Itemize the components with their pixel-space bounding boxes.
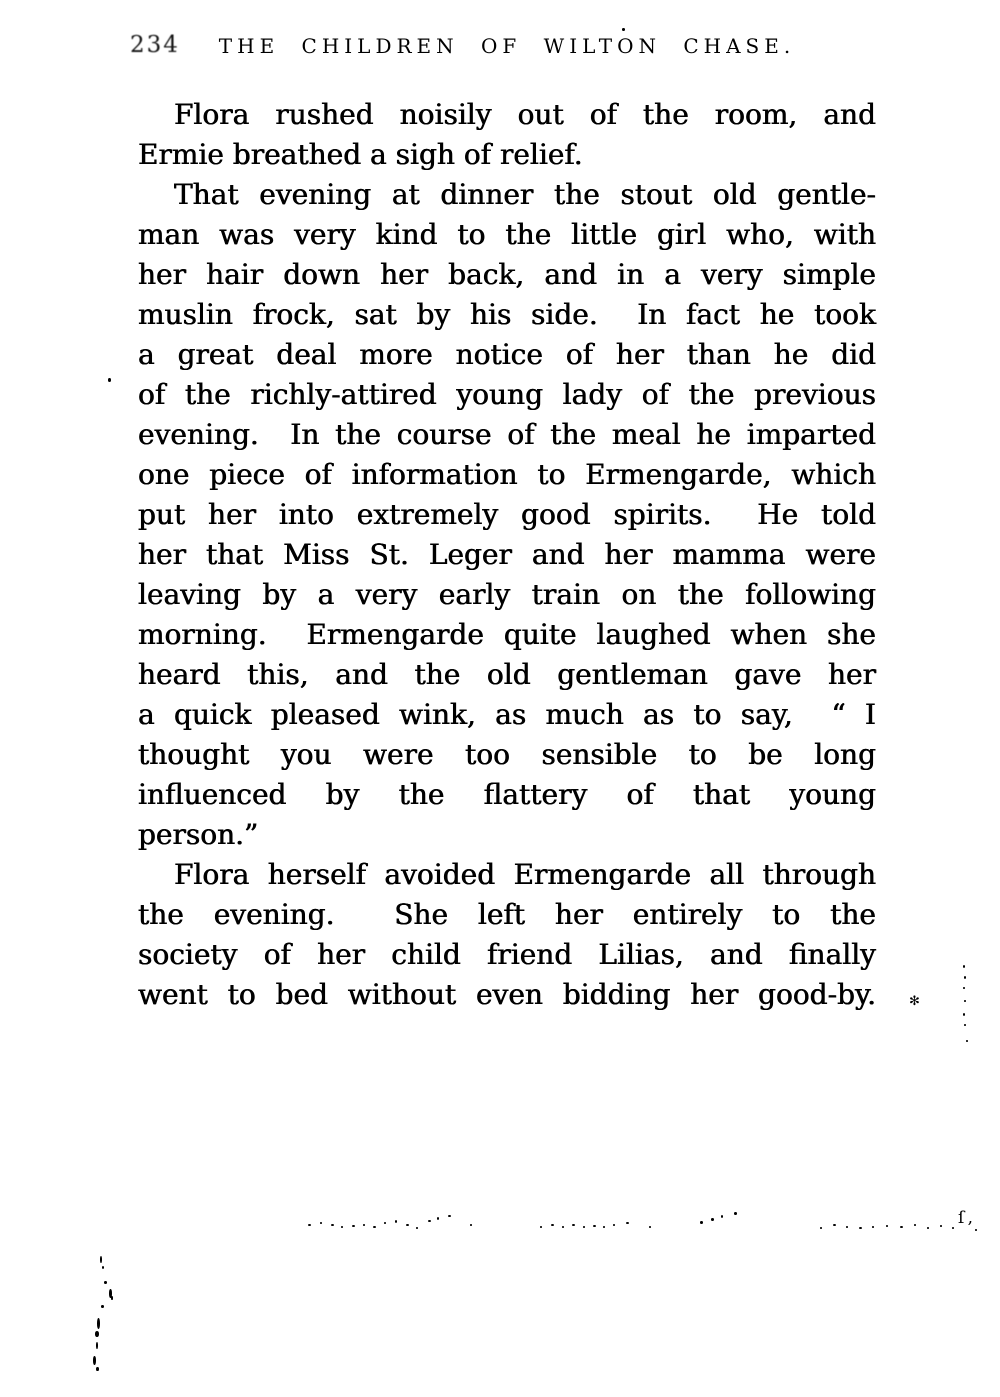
scan-speck bbox=[583, 1226, 585, 1228]
text-line: leaving by a very early train on the following bbox=[138, 578, 876, 611]
text-line: put her into extremely good spirits. He told bbox=[138, 498, 876, 531]
scan-speck bbox=[96, 1367, 99, 1371]
scan-speck bbox=[428, 1220, 431, 1222]
scan-speck bbox=[966, 1040, 968, 1042]
text-line: society of her child friend Lilias, and finally bbox=[138, 938, 876, 971]
text-line: her that Miss St. Leger and her mamma were bbox=[138, 538, 876, 571]
scan-speck bbox=[102, 1266, 104, 1269]
scan-speck bbox=[593, 1225, 596, 1227]
scan-speck bbox=[384, 1222, 386, 1224]
text-line: went to bed without even bidding her good-by. bbox=[138, 978, 876, 1011]
scan-speck bbox=[700, 1221, 703, 1224]
scan-speck bbox=[721, 1215, 723, 1218]
scan-speck bbox=[341, 1226, 343, 1228]
running-header-title: THE CHILDREN OF WILTON CHASE. bbox=[218, 34, 796, 58]
scan-speck bbox=[448, 1215, 451, 1217]
page-number: 234 bbox=[130, 32, 180, 58]
scan-speck bbox=[603, 1226, 605, 1228]
scan-speck bbox=[649, 1226, 651, 1228]
scan-speck bbox=[104, 1281, 107, 1284]
scan-speck bbox=[711, 1218, 714, 1221]
scan-mark-glyph: ✻ bbox=[909, 994, 920, 1009]
text-line: morning. Ermengarde quite laughed when she bbox=[138, 618, 876, 651]
scan-speck bbox=[846, 1226, 848, 1228]
scan-speck bbox=[886, 1225, 888, 1227]
scan-speck bbox=[562, 1226, 564, 1228]
scan-speck bbox=[940, 1225, 942, 1227]
text-line: her hair down her back, and in a very simple bbox=[138, 258, 876, 291]
scan-speck bbox=[406, 1224, 409, 1226]
scan-speck bbox=[963, 965, 965, 968]
scan-speck bbox=[963, 1013, 965, 1016]
text-line: thought you were too sensible to be long bbox=[138, 738, 876, 771]
scan-speck bbox=[964, 976, 966, 979]
scan-speck bbox=[437, 1217, 439, 1220]
scan-speck bbox=[308, 1224, 311, 1226]
scan-speck bbox=[622, 28, 625, 31]
text-line: Ermie breathed a sigh of relief. bbox=[138, 138, 583, 171]
scan-speck bbox=[363, 1224, 365, 1226]
text-line: evening. In the course of the meal he imparted bbox=[138, 418, 876, 451]
scan-speck bbox=[859, 1227, 862, 1229]
scan-speck bbox=[964, 1024, 966, 1026]
scan-speck bbox=[100, 1256, 102, 1263]
scan-speck bbox=[734, 1212, 737, 1215]
scan-speck bbox=[97, 1318, 100, 1329]
text-line: Flora rushed noisily out of the room, and bbox=[174, 98, 876, 131]
text-line: That evening at dinner the stout old gentle- bbox=[174, 178, 876, 211]
text-line: a great deal more notice of her than he did bbox=[138, 338, 876, 371]
scan-speck bbox=[975, 1229, 977, 1231]
scan-speck bbox=[331, 1224, 334, 1226]
scan-speck bbox=[626, 1222, 629, 1224]
scan-speck bbox=[96, 1342, 98, 1349]
text-line: Flora herself avoided Ermengarde all through bbox=[174, 858, 876, 891]
scan-speck bbox=[964, 1000, 966, 1002]
text-line: one piece of information to Ermengarde, which bbox=[138, 458, 876, 491]
text-line: man was very kind to the little girl who, with bbox=[138, 218, 876, 251]
scan-speck bbox=[952, 1227, 954, 1229]
scan-speck bbox=[470, 1224, 472, 1226]
scan-speck bbox=[111, 1296, 113, 1300]
text-line: muslin frock, sat by his side. In fact he took bbox=[138, 298, 876, 331]
scan-speck bbox=[373, 1226, 376, 1228]
scan-speck bbox=[833, 1224, 836, 1226]
text-line: a quick pleased wink, as much as to say, “ I bbox=[138, 698, 876, 731]
scan-speck bbox=[93, 1356, 96, 1365]
scan-speck bbox=[108, 378, 111, 382]
text-line: of the richly-attired young lady of the previous bbox=[138, 378, 876, 411]
scan-speck bbox=[540, 1226, 542, 1228]
body-text-block bbox=[138, 95, 876, 1015]
scan-speck bbox=[963, 987, 965, 989]
scan-speck bbox=[320, 1222, 322, 1224]
scan-speck bbox=[572, 1224, 575, 1226]
scan-mark-glyph: ſ , bbox=[958, 1208, 974, 1228]
scan-speck bbox=[927, 1227, 929, 1229]
scan-speck bbox=[95, 1331, 99, 1337]
scan-speck bbox=[352, 1225, 355, 1227]
scan-speck bbox=[416, 1227, 418, 1229]
scan-speck bbox=[395, 1220, 397, 1223]
scan-speck bbox=[872, 1226, 874, 1228]
scan-speck bbox=[101, 1305, 104, 1308]
scan-speck bbox=[820, 1227, 822, 1229]
scan-speck bbox=[613, 1224, 615, 1226]
scan-speck bbox=[551, 1224, 554, 1226]
text-line: influenced by the flattery of that young bbox=[138, 778, 876, 811]
text-line: person.” bbox=[138, 818, 259, 851]
text-line: heard this, and the old gentleman gave her bbox=[138, 658, 876, 691]
text-line: the evening. She left her entirely to the bbox=[138, 898, 876, 931]
scan-speck bbox=[900, 1226, 903, 1228]
scan-speck bbox=[914, 1224, 916, 1226]
